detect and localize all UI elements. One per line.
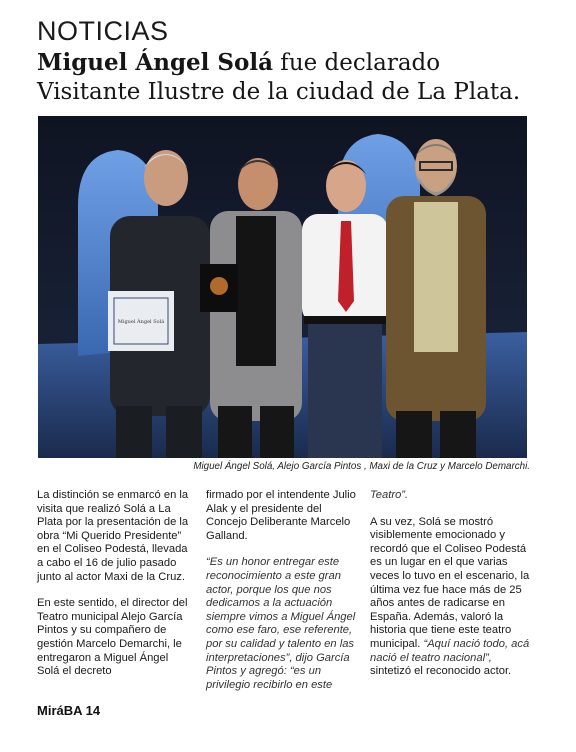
page-footer: MiráBA 14 xyxy=(37,703,101,718)
article-column-2 xyxy=(206,489,364,692)
paragraph-text: A su vez, Solá se mostró visiblemente emocionado y recordó que el Coliseo Podestá es un lugar en el que varias veces lo tuvo en el escenario, la última vez fue hace más de 25 años antes de radicarse en España. Además, valoró la historia que tiene este teatro municipal. xyxy=(370,515,530,650)
headline xyxy=(37,48,547,107)
photo-caption: Miguel Ángel Solá, Alejo García Pintos , Maxi de la Cruz y Marcelo Demarchi. xyxy=(193,461,530,472)
quote-paragraph: “Es un honor entregar este reconocimiento a este gran actor, porque los que nos dedicamos a la actuación siempre vimos a Miguel Ángel como ese faro, ese referente, por su calidad y talento en las interpretaciones”, dijo García Pintos y agregó: “es un privilegio recibirlo en este xyxy=(206,556,356,691)
certificate-text: Miguel Ángel Solá xyxy=(117,319,165,325)
paragraph: En este sentido, el director del Teatro municipal Alejo García Pintos y su compañero de gestión Marcelo Demarchi, le entregaron a Miguel Ángel Solá el decreto xyxy=(37,597,188,678)
article-column-3 xyxy=(370,489,530,679)
paragraph xyxy=(370,516,530,679)
headline-rest: fue declarado Visitante Ilustre de la ciudad de La Plata. xyxy=(37,50,521,105)
photo-illustration xyxy=(38,116,527,458)
trophy xyxy=(210,277,228,295)
paragraph-end: sintetizó el reconocido actor. xyxy=(370,665,512,678)
inline-quote: “Aquí nació todo, acá nació el teatro nacional”, xyxy=(370,637,530,664)
paragraph: firmado por el intendente Julio Alak y el presidente del Concejo Deliberante Marcelo Galland. xyxy=(206,489,356,542)
news-photo xyxy=(38,116,527,458)
quote-end: Teatro”. xyxy=(370,489,409,501)
headline-name: Miguel Ángel Solá xyxy=(37,49,273,76)
article-column-1 xyxy=(37,489,189,679)
section-label: NOTICIAS xyxy=(37,16,169,46)
paragraph: La distinción se enmarcó en la visita que realizó Solá a La Plata por la presentación de la obra “Mi Querido Presidente” en el Coliseo Podestá, llevada a cabo el 16 de julio pasado junto al actor Maxi de la Cruz. xyxy=(37,489,189,583)
